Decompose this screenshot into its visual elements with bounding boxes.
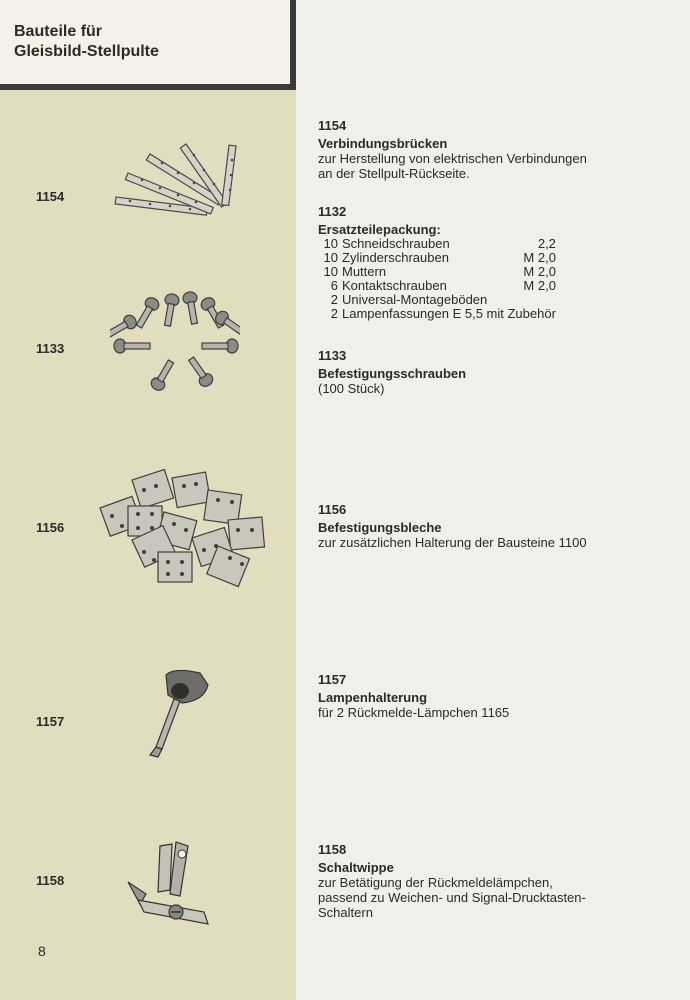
entry-description: Schaltern [318, 905, 373, 920]
rocker-switch-illustration [124, 838, 216, 930]
left-label-1154: 1154 [36, 189, 65, 204]
connection-bridges-illustration [110, 140, 245, 225]
entry-number: 1132 [318, 204, 347, 219]
entry-description: (100 Stück) [318, 381, 385, 396]
entry-title: Befestigungsbleche [318, 520, 442, 535]
entry-title: Befestigungsschrauben [318, 366, 467, 381]
header-box [0, 0, 296, 90]
part-name: Zylinderschrauben [342, 250, 449, 265]
part-quantity: 10 [323, 236, 338, 251]
entry-title: Lampenhalterung [318, 690, 428, 705]
part-size: 2,2 [537, 236, 556, 251]
part-quantity: 6 [330, 278, 338, 293]
entry-description: zur zusätzlichen Halterung der Bausteine 1100 [318, 535, 587, 550]
parts-row [318, 251, 556, 265]
part-name: Universal-Montageböden [342, 292, 488, 307]
parts-row [318, 237, 556, 251]
part-quantity: 2 [330, 292, 338, 307]
screws-illustration [110, 288, 240, 398]
entry-title: Ersatzteilepackung: [318, 222, 441, 237]
entry-number: 1158 [318, 842, 347, 857]
entry-description: passend zu Weichen- und Signal-Drucktasten- [318, 890, 586, 905]
entry-number: 1156 [318, 502, 347, 517]
entry-description: zur Betätigung der Rückmeldelämpchen, [318, 875, 553, 890]
part-size: M 2,0 [523, 264, 556, 279]
lamp-holder-illustration [138, 665, 218, 760]
left-label-1133: 1133 [36, 341, 65, 356]
title-line-2: Gleisbild-Stellpulte [14, 43, 159, 60]
parts-row [318, 279, 556, 293]
title-line-1: Bauteile für [14, 23, 103, 40]
parts-row [318, 293, 556, 307]
entry-1158 [318, 842, 678, 920]
entry-1154 [318, 118, 678, 181]
parts-list [318, 237, 556, 321]
left-label-1158: 1158 [36, 873, 65, 888]
part-size: M 2,0 [523, 250, 556, 265]
page-title [14, 22, 159, 62]
entry-number: 1157 [318, 672, 347, 687]
entry-description: an der Stellpult-Rückseite. [318, 166, 470, 181]
entry-1132 [318, 204, 678, 321]
entry-1133 [318, 348, 678, 396]
part-name: Lampenfassungen E 5,5 mit Zubehör [342, 306, 556, 321]
part-name: Muttern [342, 264, 387, 279]
entry-1157 [318, 672, 678, 720]
entry-description: für 2 Rückmelde-Lämpchen 1165 [318, 705, 510, 720]
entry-title: Verbindungsbrücken [318, 136, 448, 151]
part-name: Schneidschrauben [342, 236, 450, 251]
entry-1156 [318, 502, 678, 550]
part-quantity: 10 [323, 264, 338, 279]
entry-number: 1133 [318, 348, 347, 363]
mounting-plates-illustration [92, 468, 270, 588]
part-quantity: 2 [330, 306, 338, 321]
part-name: Kontaktschrauben [342, 278, 447, 293]
parts-row [318, 265, 556, 279]
entry-description: zur Herstellung von elektrischen Verbindungen [318, 151, 587, 166]
page-number: 8 [38, 943, 46, 959]
part-quantity: 10 [323, 250, 338, 265]
part-size: M 2,0 [523, 278, 556, 293]
left-label-1156: 1156 [36, 520, 65, 535]
parts-row [318, 307, 556, 321]
entry-title: Schaltwippe [318, 860, 394, 875]
entry-number: 1154 [318, 118, 347, 133]
left-label-1157: 1157 [36, 714, 65, 729]
